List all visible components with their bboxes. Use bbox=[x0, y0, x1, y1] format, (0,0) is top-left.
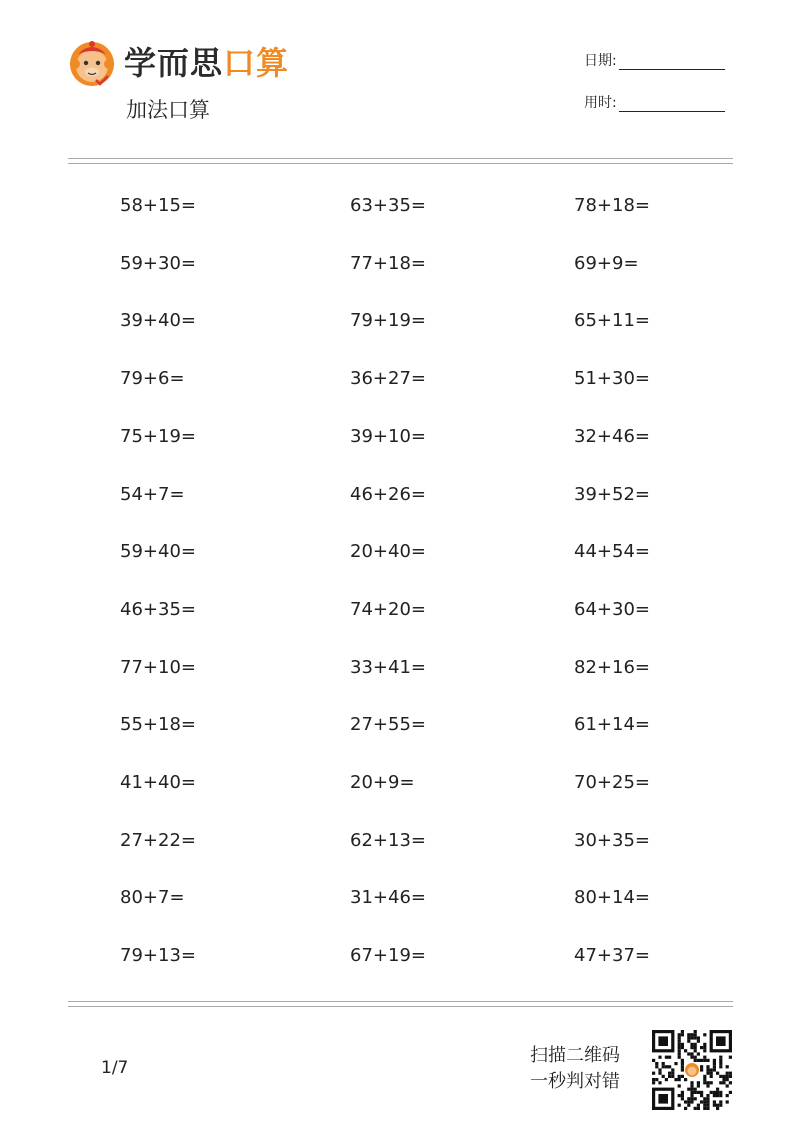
scan-line-1: 扫描二维码 bbox=[530, 1045, 620, 1066]
problem-item: 55+18= bbox=[120, 714, 196, 736]
problem-item: 47+37= bbox=[574, 945, 650, 967]
problem-item: 65+11= bbox=[574, 310, 650, 332]
problem-item: 20+40= bbox=[350, 541, 426, 563]
problem-item: 69+9= bbox=[574, 252, 639, 274]
date-blank bbox=[619, 55, 725, 70]
problem-item: 77+10= bbox=[120, 656, 196, 678]
problem-item: 27+22= bbox=[120, 829, 196, 851]
header-divider-top bbox=[68, 158, 733, 159]
problem-item: 39+40= bbox=[120, 310, 196, 332]
problem-item: 39+10= bbox=[350, 425, 426, 447]
problem-item: 79+19= bbox=[350, 310, 426, 332]
problem-item: 82+16= bbox=[574, 656, 650, 678]
problem-item: 63+35= bbox=[350, 195, 426, 216]
problem-item: 46+35= bbox=[120, 598, 196, 620]
problem-item: 70+25= bbox=[574, 772, 650, 793]
time-blank bbox=[619, 97, 725, 112]
problem-item: 54+7= bbox=[120, 483, 185, 505]
time-label: 用时: bbox=[584, 95, 617, 111]
problem-item: 79+6= bbox=[120, 368, 185, 390]
problem-item: 36+27= bbox=[350, 368, 426, 390]
problem-item: 61+14= bbox=[574, 714, 650, 736]
problem-item: 31+46= bbox=[350, 887, 426, 909]
problem-item: 46+26= bbox=[350, 483, 426, 505]
problem-item: 77+18= bbox=[350, 252, 426, 274]
problem-item: 75+19= bbox=[120, 425, 196, 447]
footer-divider-top bbox=[68, 1001, 733, 1002]
problem-item: 59+30= bbox=[120, 252, 196, 274]
problem-item: 27+55= bbox=[350, 714, 426, 736]
problem-item: 51+30= bbox=[574, 368, 650, 390]
problem-item: 80+14= bbox=[574, 887, 650, 909]
problem-item: 39+52= bbox=[574, 483, 650, 505]
date-label: 日期: bbox=[584, 53, 617, 69]
brand-title bbox=[124, 38, 289, 84]
time-field bbox=[584, 92, 725, 112]
page-number: 1/7 bbox=[101, 1058, 129, 1078]
problem-item: 44+54= bbox=[574, 541, 650, 563]
problem-item: 62+13= bbox=[350, 829, 426, 851]
problem-item: 74+20= bbox=[350, 598, 426, 620]
date-field bbox=[584, 50, 725, 70]
problem-item: 58+15= bbox=[120, 195, 196, 216]
brand-main: 学而思 bbox=[124, 44, 224, 82]
problem-item: 79+13= bbox=[120, 945, 196, 967]
brand-accent: 口算 bbox=[223, 44, 290, 82]
worksheet-subtitle: 加法口算 bbox=[126, 98, 210, 122]
problem-item: 59+40= bbox=[120, 541, 196, 563]
problem-item: 64+30= bbox=[574, 598, 650, 620]
problem-item: 33+41= bbox=[350, 656, 426, 678]
footer-divider-bottom bbox=[68, 1006, 733, 1007]
problem-item: 41+40= bbox=[120, 772, 196, 793]
problem-item: 30+35= bbox=[574, 829, 650, 851]
problem-item: 80+7= bbox=[120, 887, 185, 909]
scan-line-2: 一秒判对错 bbox=[530, 1071, 620, 1092]
qr-code-icon[interactable] bbox=[652, 1030, 732, 1110]
scan-instructions bbox=[530, 1043, 620, 1095]
problem-item: 67+19= bbox=[350, 945, 426, 967]
problem-item: 20+9= bbox=[350, 772, 415, 793]
problem-item: 32+46= bbox=[574, 425, 650, 447]
problem-item: 78+18= bbox=[574, 195, 650, 216]
header-divider-bottom bbox=[68, 163, 733, 164]
monkey-mascot-icon bbox=[66, 36, 118, 88]
